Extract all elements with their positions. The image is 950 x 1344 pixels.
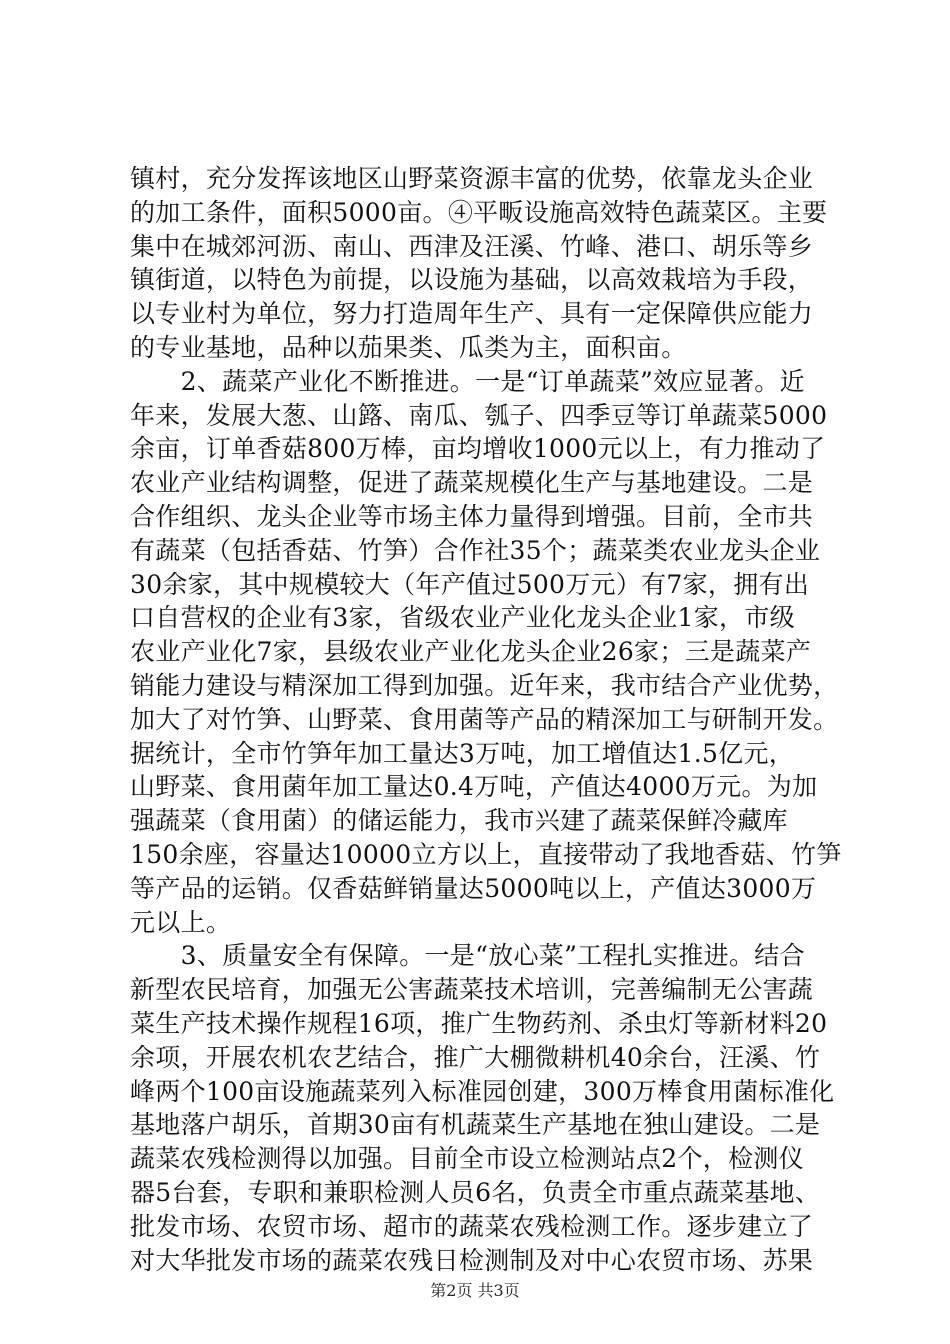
text-line: 销能力建设与精深加工得到加强。近年来，我市结合产业优势， xyxy=(130,670,839,700)
page-number-footer: 第2页 共3页 xyxy=(430,1281,520,1300)
text-line: 3、质量安全有保障。一是“放心菜”工程扎实推进。结合 xyxy=(130,941,805,971)
text-line: 加大了对竹笋、山野菜、食用菌等产品的精深加工与研制开发。 xyxy=(130,704,839,734)
text-line: 的专业基地，品种以茄果类、瓜类为主，面积亩。 xyxy=(130,332,687,362)
body-text xyxy=(130,162,842,1277)
text-line: 农业产业化7家，县级农业产业化龙头企业26家；三是蔬菜产 xyxy=(130,637,812,667)
text-line: 30余家，其中规模较大（年产值过500万元）有7家，拥有出 xyxy=(130,569,810,599)
text-line: 农业产业结构调整，促进了蔬菜规模化生产与基地建设。二是 xyxy=(130,468,814,498)
text-line: 集中在城郊河沥、南山、西津及汪溪、竹峰、港口、胡乐等乡 xyxy=(130,231,814,261)
text-line: 批发市场、农贸市场、超市的蔬菜农残检测工作。逐步建立了 xyxy=(130,1211,814,1241)
text-line: 强蔬菜（食用菌）的储运能力，我市兴建了蔬菜保鲜冷藏库 xyxy=(130,806,788,836)
text-line: 以专业村为单位，努力打造周年生产、具有一定保障供应能力 xyxy=(130,299,814,329)
text-line: 菜生产技术操作规程16项，推广生物药剂、杀虫灯等新材料20 xyxy=(130,1008,828,1038)
text-line: 据统计，全市竹笋年加工量达3万吨，加工增值达1.5亿元， xyxy=(130,738,795,768)
text-line: 蔬菜农残检测得以加强。目前全市设立检测站点2个，检测仪 xyxy=(130,1144,805,1174)
text-line: 年来，发展大葱、山簬、南瓜、瓠子、四季豆等订单蔬菜5000 xyxy=(130,400,828,430)
text-line: 有蔬菜（包括香菇、竹笋）合作社35个；蔬菜类农业龙头企业 xyxy=(130,535,821,565)
text-line: 元以上。 xyxy=(130,907,232,937)
text-line: 150余座，容量达10000立方以上，直接带动了我地香菇、竹笋 xyxy=(130,839,842,869)
text-line: 镇村，充分发挥该地区山野菜资源丰富的优势，依靠龙头企业 xyxy=(130,164,814,193)
text-line: 合作组织、龙头企业等市场主体力量得到增强。目前，全市共 xyxy=(130,501,814,531)
text-line: 等产品的运销。仅香菇鲜销量达5000吨以上，产值达3000万 xyxy=(130,873,817,903)
text-line: 峰两个100亩设施蔬菜列入标准园创建，300万棒食用菌标准化 xyxy=(130,1076,835,1106)
text-line: 的加工条件，面积5000亩。④平畈设施高效特色蔬菜区。主要 xyxy=(130,197,828,227)
text-line: 镇街道，以特色为前提，以设施为基础，以高效栽培为手段， xyxy=(130,265,814,295)
text-line: 对大华批发市场的蔬菜农残日检测制及对中心农贸市场、苏果 xyxy=(130,1245,814,1275)
text-line: 余亩，订单香菇800万棒，亩均增收1000元以上，有力推动了 xyxy=(130,434,826,464)
text-line: 新型农民培育，加强无公害蔬菜技术培训，完善编制无公害蔬 xyxy=(130,975,814,1005)
text-line: 余项，开展农机农艺结合，推广大棚微耕机40余台，汪溪、竹 xyxy=(130,1042,821,1072)
text-line: 2、蔬菜产业化不断推进。一是“订单蔬菜”效应显著。近 xyxy=(130,366,805,396)
text-line: 山野菜、食用菌年加工量达0.4万吨，产值达4000万元。为加 xyxy=(130,772,818,802)
text-line: 器5台套，专职和兼职检测人员6名，负责全市重点蔬菜基地、 xyxy=(130,1177,821,1207)
text-line: 口自营权的企业有3家，省级农业产业化龙头企业1家，市级 xyxy=(130,603,795,633)
text-line: 基地落户胡乐，首期30亩有机蔬菜生产基地在独山建设。二是 xyxy=(130,1110,821,1140)
